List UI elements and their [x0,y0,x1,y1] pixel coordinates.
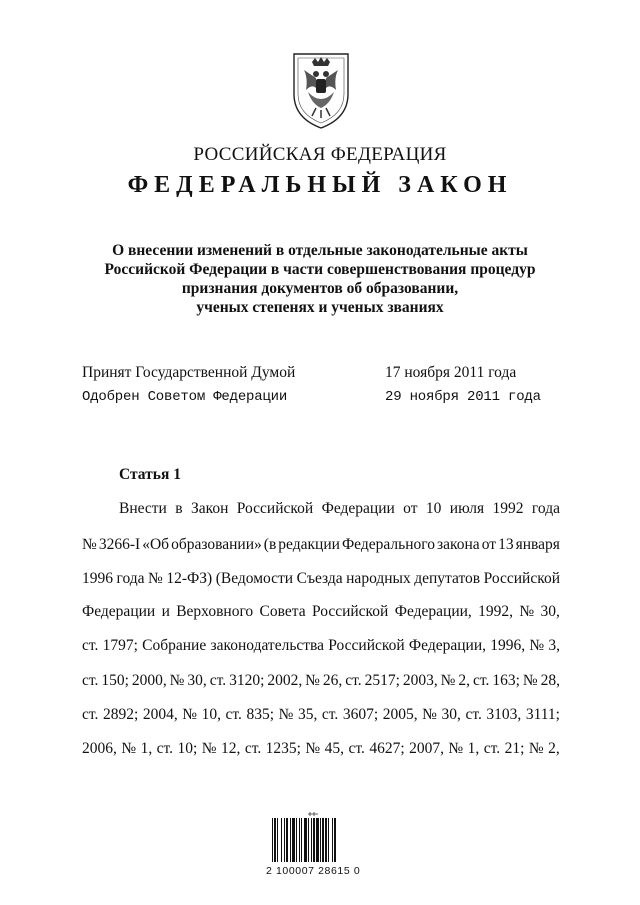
article-heading: Статья 1 [119,466,181,483]
barcode [268,810,374,869]
document-title [60,241,580,317]
barcode-bars-icon [268,810,374,864]
article-text-line: ст. 2892; 2004, № 10, ст. 835; № 35, ст. 3607; 2005, № 30, ст. 3103, 3111; [82,706,560,723]
title-line: ученых степенях и ученых званиях [196,299,444,316]
adoption-council-date: 29 ноября 2011 года [385,389,541,405]
title-line: О внесении изменений в отдельные законодательные акты [112,242,528,259]
adoption-duma-date: 17 ноября 2011 года [385,364,517,381]
article-text-line: № 3266-I «Об образовании» (в редакции Федерального закона от 13 января [82,536,560,553]
article-text-line: Внести в Закон Российской Федерации от 10 июля 1992 года [119,500,560,517]
article-text-line: 2006, № 1, ст. 10; № 12, ст. 1235; № 45, ст. 4627; 2007, № 1, ст. 21; № 2, [82,740,560,757]
coat-of-arms-icon [290,48,352,132]
document-type: ФЕДЕРАЛЬНЫЙ ЗАКОН [127,172,513,198]
barcode-digits: 2 100007 28615 0 [266,865,361,877]
article-text-line: ст. 1797; Собрание законодательства Российской Федерации, 1996, № 3, [82,637,560,654]
title-line: Российской Федерации в части совершенствования процедур [104,261,536,278]
adoption-council-label: Одобрен Советом Федерации [82,389,288,405]
country-name: РОССИЙСКАЯ ФЕДЕРАЦИЯ [193,144,447,165]
article-text-line: Федерации и Верховного Совета Российской Федерации, 1992, № 30, [82,603,560,620]
article-text-line: ст. 150; 2000, № 30, ст. 3120; 2002, № 26, ст. 2517; 2003, № 2, ст. 163; № 28, [82,672,560,689]
title-line: признания документов об образовании, [181,280,459,297]
adoption-duma-label: Принят Государственной Думой [82,364,296,381]
article-text-line: 1996 года № 12-ФЗ) (Ведомости Съезда народных депутатов Российской [82,570,560,587]
